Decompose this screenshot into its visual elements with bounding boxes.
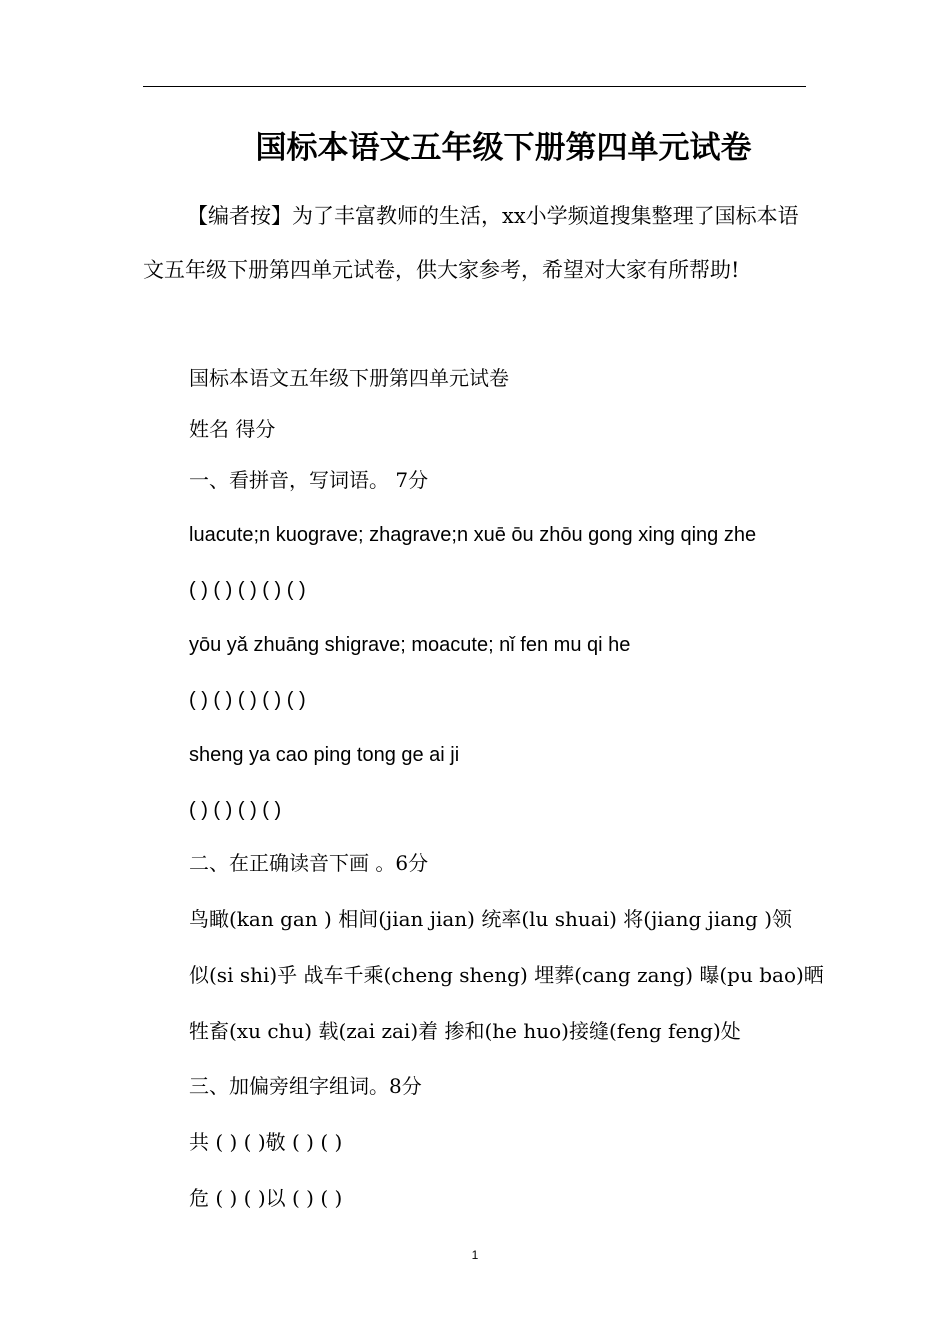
question-2-heading: 二、在正确读音下画 。6分 — [189, 851, 429, 875]
header-rule — [143, 86, 806, 87]
name-score-line: 姓名 得分 — [189, 417, 276, 441]
question-1-blanks-row-1: ( ) ( ) ( ) ( ) ( ) — [189, 579, 306, 601]
question-1-pinyin-row-3: sheng ya cao ping tong ge ai ji — [189, 744, 460, 766]
question-1-heading: 一、看拼音，写词语。 7分 — [189, 468, 429, 492]
editor-note: 【编者按】为了丰富教师的生活，xx小学频道搜集整理了国标本语文五年级下册第四单元试卷，供大家参考，希望对大家有所帮助! — [143, 204, 799, 282]
question-3-row-1: 共 ( ) ( )敬 ( ) ( ) — [189, 1130, 343, 1154]
page-number: 1 — [471, 1248, 479, 1262]
question-2-row-3: 牲畜(xu chu) 载(zai zai)着 掺和(he huo)接缝(feng feng)处 — [189, 1019, 741, 1043]
question-1-blanks-row-3: ( ) ( ) ( ) ( ) — [189, 799, 282, 821]
question-1-pinyin-row-2: yōu yǎ zhuāng shigrave; moacute; nǐ fen mu qi he — [189, 634, 631, 656]
question-1-pinyin-row-1: luacute;n kuograve; zhagrave;n xuē ōu zhōu gong xing qing zhe — [189, 524, 757, 546]
document-title: 国标本语文五年级下册第四单元试卷 — [255, 130, 752, 166]
question-3-row-2: 危 ( ) ( )以 ( ) ( ) — [189, 1186, 343, 1210]
exam-subtitle: 国标本语文五年级下册第四单元试卷 — [189, 366, 509, 390]
question-2-row-2: 似(si shi)乎 战车千乘(cheng sheng) 埋葬(cang zang) 曝(pu bao)晒 — [189, 963, 824, 987]
question-2-row-1: 鸟瞰(kan gan ) 相间(jian jian) 统率(lu shuai) 将(jiang jiang )领 — [189, 907, 793, 931]
question-3-heading: 三、加偏旁组字组词。8分 — [189, 1074, 422, 1098]
question-1-blanks-row-2: ( ) ( ) ( ) ( ) ( ) — [189, 689, 306, 711]
